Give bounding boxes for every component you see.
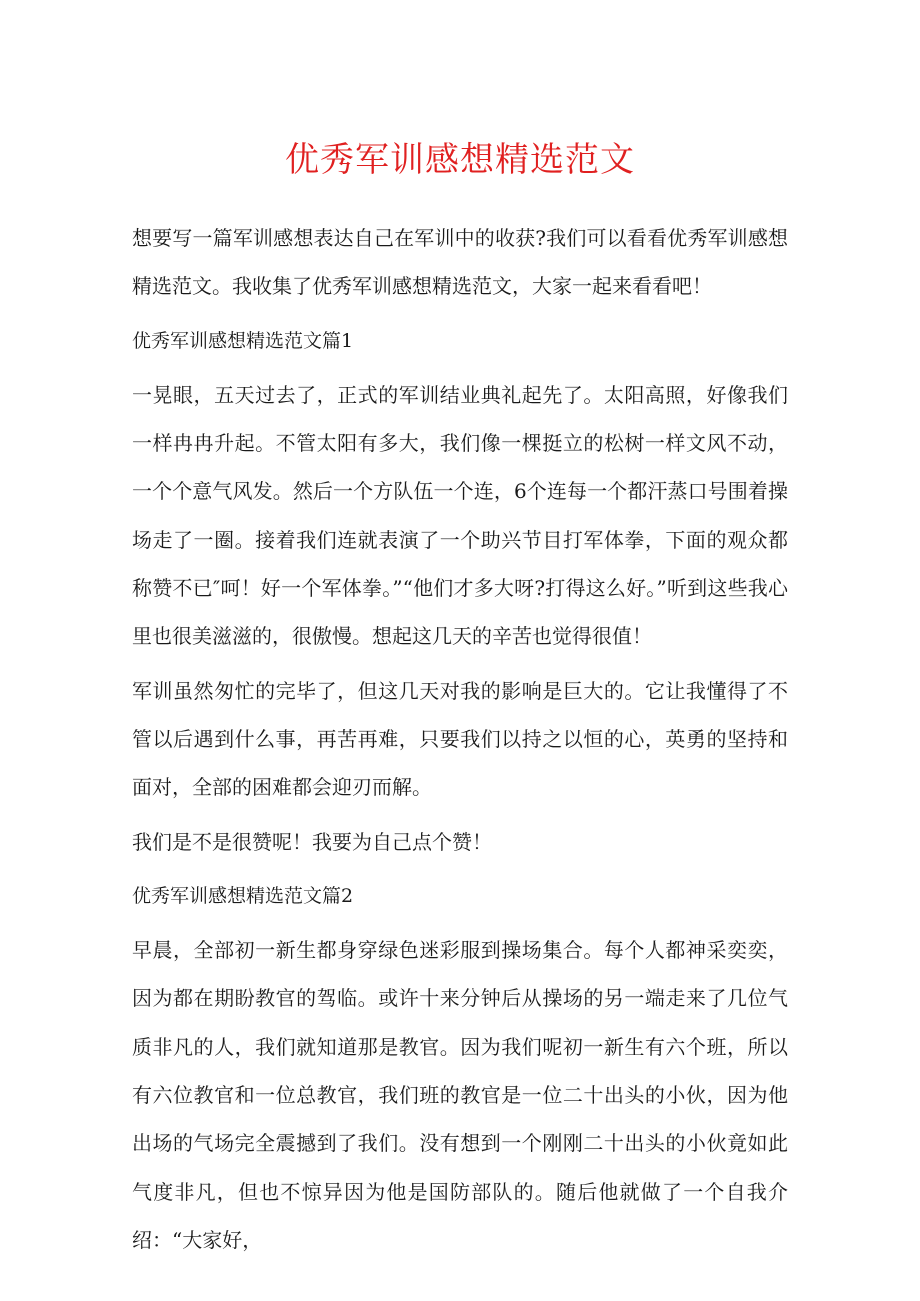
section-heading-1: 优秀军训感想精选范文篇1 <box>132 329 354 352</box>
document-title: 优秀军训感想精选范文 <box>285 140 635 180</box>
section-1-paragraph-1: 一晃眼，五天过去了，正式的军训结业典礼起先了。太阳高照，好像我们一样冉冉升起。不管太阳有多大，我们像一棵挺立的松树一样文风不动，一个个意气风发。然后一个方队伍一个连，6个连每一个都汗蒸口号围着操场走了一圈。接着我们连就表演了一个助兴节目打军体拳，下面的观众都称赞不已″呵！好一个军体拳。”“他们才多大呀?打得这么好。”听到这些我心里也很美滋滋的，很傲慢。想起这几天的辛苦也觉得很值！ <box>132 382 788 649</box>
section-1-paragraph-3: 我们是不是很赞呢！我要为自己点个赞！ <box>132 829 492 854</box>
section-1-paragraph-2: 军训虽然匆忙的完毕了，但这几天对我的影响是巨大的。它让我懂得了不管以后遇到什么事，再苦再难，只要我们以持之以恒的心，英勇的坚持和面对，全部的困难都会迎刃而解。 <box>132 678 788 800</box>
section-2-paragraph-1: 早晨，全部初一新生都身穿绿色迷彩服到操场集合。每个人都神采奕奕，因为都在期盼教官的驾临。或许十来分钟后从操场的另一端走来了几位气质非凡的人，我们就知道那是教官。因为我们呢初一新生有六个班，所以有六位教官和一位总教官，我们班的教官是一位二十出头的小伙，因为他出场的气场完全震撼到了我们。没有想到一个刚刚二十出头的小伙竟如此气度非凡，但也不惊异因为他是国防部队的。随后他就做了一个自我介绍：“大家好， <box>132 938 788 1252</box>
intro-paragraph: 想要写一篇军训感想表达自己在军训中的收获?我们可以看看优秀军训感想精选范文。我收集了优秀军训感想精选范文，大家一起来看看吧！ <box>132 226 788 299</box>
section-heading-2: 优秀军训感想精选范文篇2 <box>132 884 354 907</box>
document-body <box>132 214 788 1270</box>
